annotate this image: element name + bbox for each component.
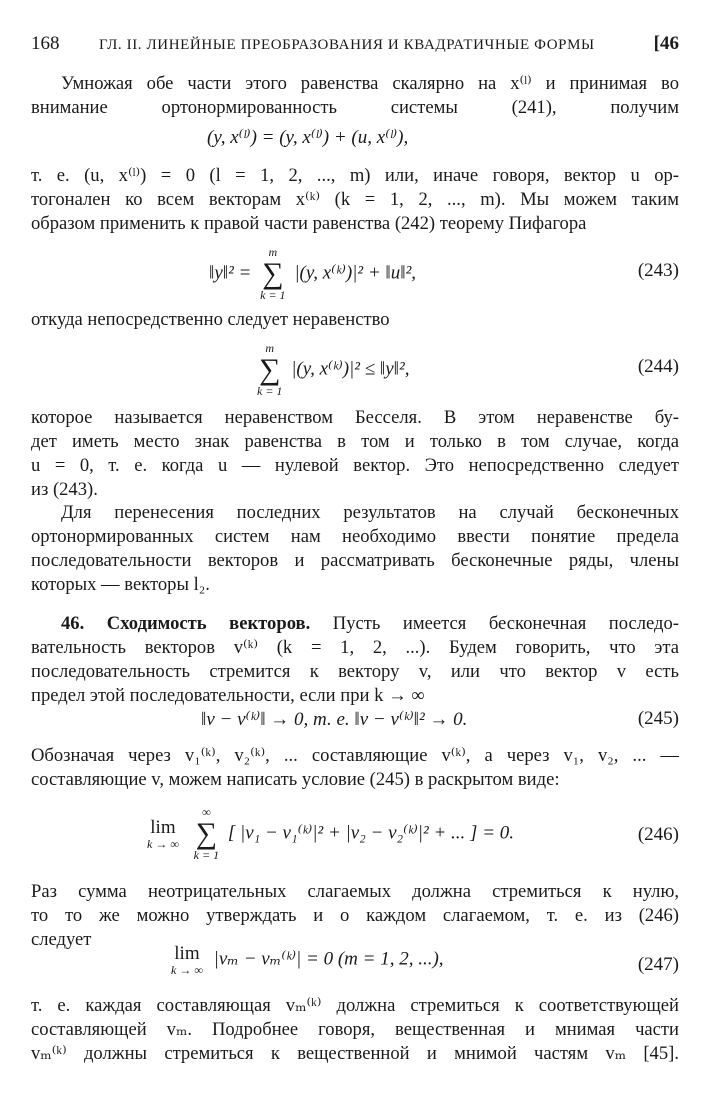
equation-243: ‖y‖² = m ∑ k = 1 |(y, x⁽ᵏ⁾)|² + ‖u‖², (243) bbox=[209, 245, 679, 302]
equation-number: (247) bbox=[637, 954, 679, 975]
limit-operator: lim k → ∞ bbox=[147, 817, 179, 851]
paragraph-3 bbox=[31, 308, 679, 332]
equation-number: (244) bbox=[637, 356, 679, 377]
text-line: 46. Сходимость векторов. Пусть имеется бесконечная последо- bbox=[61, 613, 679, 634]
text-line: составляющие v, можем написать условие (245) в раскрытом виде: bbox=[31, 769, 560, 790]
text-line: откуда непосредственно следует неравенство bbox=[31, 309, 390, 330]
text-line: предел этой последовательности, если при k → ∞ bbox=[31, 685, 425, 706]
text-line: u = 0, т. е. когда u — нулевой вектор. Это непосредственно следует bbox=[31, 455, 679, 476]
text-line: из (243). bbox=[31, 479, 98, 500]
text-line: последовательности векторов и рассматривать бесконечные ряды, члены bbox=[31, 550, 679, 571]
text-line: vₘ⁽ᵏ⁾ должны стремиться к вещественной и мнимой частям vₘ [45]. bbox=[31, 1043, 679, 1064]
text-line: тогонален ко всем векторам x⁽ᵏ⁾ (k = 1, 2, ..., m). Мы можем таким bbox=[31, 189, 679, 210]
text-line: следует bbox=[31, 929, 92, 950]
paragraph-1 bbox=[31, 72, 679, 120]
text-line: то то же можно утверждать и о каждом слагаемом, т. е. из (246) bbox=[31, 905, 679, 926]
section-heading: 46. Сходимость векторов. bbox=[61, 613, 311, 634]
text-line: Умножая обе части этого равенства скалярно на x⁽ˡ⁾ и принимая во bbox=[61, 73, 679, 94]
section-marker: [46 bbox=[653, 33, 679, 54]
page-number: 168 bbox=[31, 33, 60, 54]
paragraph-4 bbox=[31, 406, 679, 502]
book-page bbox=[31, 0, 679, 1100]
paragraph-6 bbox=[31, 744, 679, 792]
paragraph-8 bbox=[31, 994, 679, 1066]
text-line: т. е. каждая составляющая vₘ⁽ᵏ⁾ должна стремиться к соответствующей bbox=[31, 995, 679, 1016]
text-line: последовательность стремится к вектору v, или что вектор v есть bbox=[31, 661, 679, 682]
summation-sign: m ∑ k = 1 bbox=[260, 245, 286, 302]
text-line: составляющей vₘ. Подробнее говоря, вещественная и мнимая части bbox=[31, 1019, 679, 1040]
equation-number: (245) bbox=[637, 708, 679, 729]
limit-operator: lim k → ∞ bbox=[171, 943, 203, 977]
text-line: Обозначая через v₁⁽ᵏ⁾, v₂⁽ᵏ⁾, ... составляющие v⁽ᵏ⁾, а через v₁, v₂, ... — bbox=[31, 745, 679, 766]
text-line: образом применить к правой части равенства (242) теорему Пифагора bbox=[31, 213, 587, 234]
running-title: ГЛ. II. ЛИНЕЙНЫЕ ПРЕОБРАЗОВАНИЯ И КВАДРАТИЧНЫЕ ФОРМЫ bbox=[99, 37, 595, 53]
equation-number: (246) bbox=[637, 824, 679, 845]
text-line: т. е. (u, x⁽ˡ⁾) = 0 (l = 1, 2, ..., m) или, иначе говоря, вектор u ор- bbox=[31, 165, 679, 186]
text-line: вательность векторов v⁽ᵏ⁾ (k = 1, 2, ...). Будем говорить, что эта bbox=[31, 637, 679, 658]
text-line: которое называется неравенством Бесселя. В этом неравенстве бу- bbox=[31, 407, 679, 428]
paragraph-7 bbox=[31, 880, 679, 952]
formula-a: (y, x⁽ˡ⁾) = (y, x⁽ˡ⁾) + (u, x⁽ˡ⁾), bbox=[207, 127, 409, 148]
text-line: Раз сумма неотрицательных слагаемых должна стремиться к нулю, bbox=[31, 881, 679, 902]
section-46 bbox=[31, 612, 679, 708]
summation-sign: m ∑ k = 1 bbox=[257, 341, 283, 398]
equation-244: m ∑ k = 1 |(y, x⁽ᵏ⁾)|² ≤ ‖y‖², (244) bbox=[257, 341, 679, 398]
paragraph-2 bbox=[31, 164, 679, 236]
equation-246: lim k → ∞ ∞ ∑ k = 1 [ |v₁ − v₁⁽ᵏ⁾|² + |v₂ − v₂⁽ᵏ⁾|² + ... ] = 0. (246) bbox=[147, 805, 679, 862]
page-header bbox=[31, 33, 679, 59]
equation-245: ‖v − v⁽ᵏ⁾‖ → 0, т. е. ‖v − v⁽ᵏ⁾‖² → 0. (245) bbox=[201, 708, 679, 730]
text-line: внимание ортонормированность системы (241), получим bbox=[31, 97, 679, 118]
equation-number: (243) bbox=[637, 260, 679, 281]
text-line: дет иметь место знак равенства в том и только в том случае, когда bbox=[31, 431, 679, 452]
text-line: которых — векторы l₂. bbox=[31, 574, 210, 595]
text-line: ортонормированных систем нам необходимо ввести понятие предела bbox=[31, 526, 679, 547]
text-line: Для перенесения последних результатов на случай бесконечных bbox=[61, 502, 679, 523]
summation-sign: ∞ ∑ k = 1 bbox=[193, 805, 220, 862]
paragraph-5 bbox=[31, 501, 679, 597]
equation-247: lim k → ∞ |vₘ − vₘ⁽ᵏ⁾| = 0 (m = 1, 2, ...), (247) bbox=[171, 943, 679, 977]
